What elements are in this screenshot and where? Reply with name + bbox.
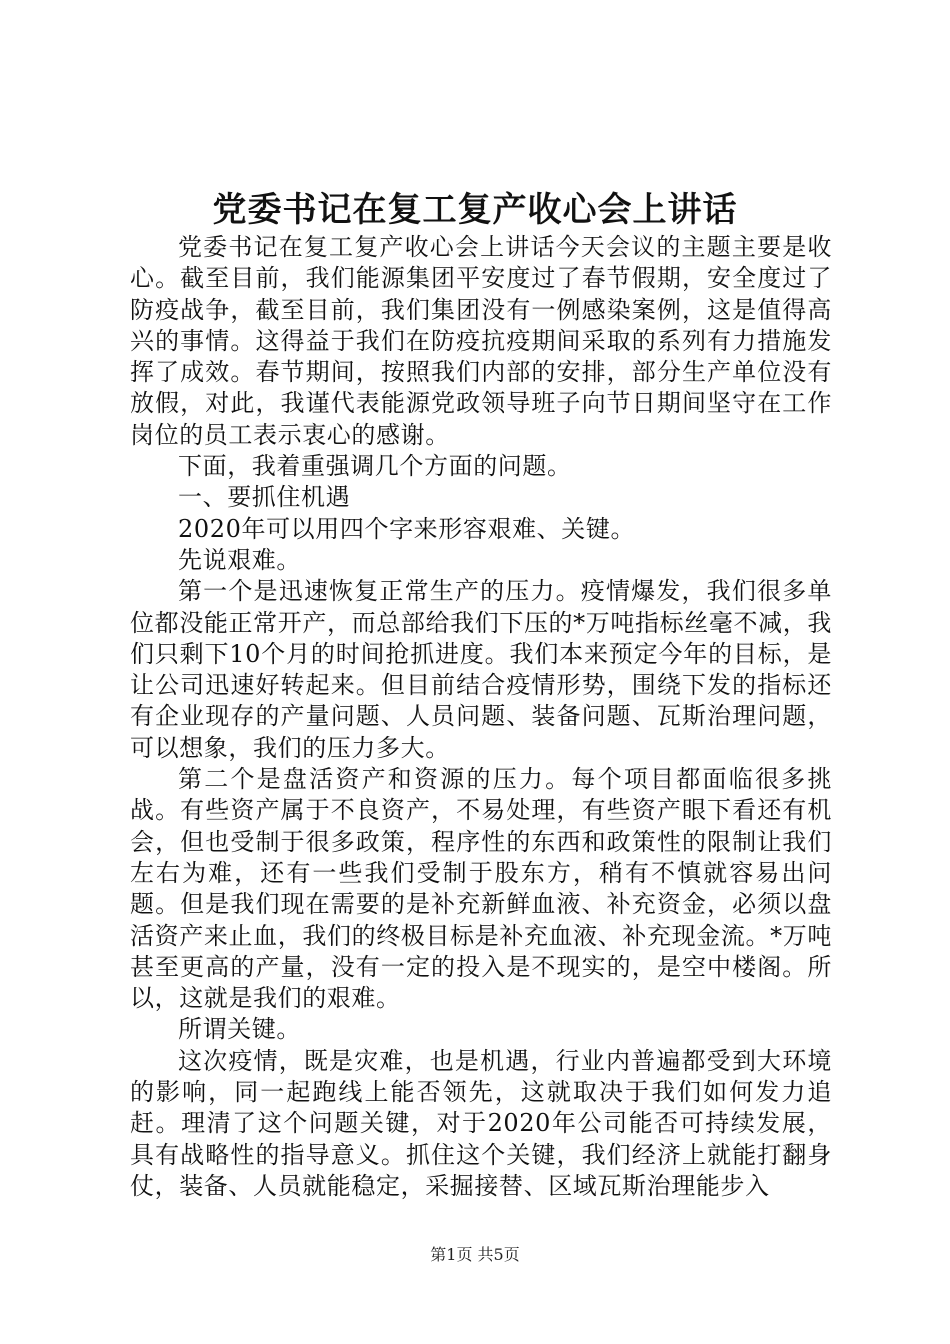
paragraph-2020-summary: 2020年可以用四个字来形容艰难、关键。 [178,514,636,543]
paragraph-production-pressure: 第一个是迅速恢复正常生产的压力。疫情爆发，我们很多单位都没能正常开产，而总部给我们下压的*万吨指标丝毫不减，我们只剩下10个月的时间抢抓进度。我们本来预定今年的目标，是让公司迅速好转起来。但目前结合疫情形势，围绕下发的指标还有企业现存的产量问题、人员问题、装备问题、瓦斯治理问题，可以想象，我们的压力多大。 [130,577,832,762]
paragraph-emphasis: 下面，我着重强调几个方面的问题。 [178,452,572,481]
paragraph-key-lead: 所谓关键。 [178,1015,301,1044]
section-heading-opportunity: 一、要抓住机遇 [178,483,351,512]
page-footer: 第1页 共5页 [430,1245,520,1264]
paragraph-difficulty-lead: 先说艰难。 [178,545,301,574]
paragraph-key-detail: 这次疫情，既是灾难，也是机遇，行业内普遍都受到大环境的影响，同一起跑线上能否领先，这就取决于我们如何发力追赶。理清了这个问题关键，对于2020年公司能否可持续发展，具有战略性的指导意义。抓住这个关键，我们经济上就能打翻身仗，装备、人员就能稳定，采掘接替、区域瓦斯治理能步入 [130,1046,832,1200]
document-body [130,232,832,1202]
paragraph-intro: 党委书记在复工复产收心会上讲话今天会议的主题主要是收心。截至目前，我们能源集团平安度过了春节假期，安全度过了防疫战争，截至目前，我们集团没有一例感染案例，这是值得高兴的事情。这得益于我们在防疫抗疫期间采取的系列有力措施发挥了成效。春节期间，按照我们内部的安排，部分生产单位没有放假，对此，我谨代表能源党政领导班子向节日期间坚守在工作岗位的员工表示衷心的感谢。 [130,233,832,449]
document-title: 党委书记在复工复产收心会上讲话 [212,190,738,230]
paragraph-asset-pressure: 第二个是盘活资产和资源的压力。每个项目都面临很多挑战。有些资产属于不良资产，不易处理，有些资产眼下看还有机会，但也受制于很多政策，程序性的东西和政策性的限制让我们左右为难，还有一些我们受制于股东方，稍有不慎就容易出问题。但是我们现在需要的是补充新鲜血液、补充资金，必须以盘活资产来止血，我们的终极目标是补充血液、补充现金流。*万吨甚至更高的产量，没有一定的投入是不现实的，是空中楼阁。所以，这就是我们的艰难。 [130,765,832,1013]
